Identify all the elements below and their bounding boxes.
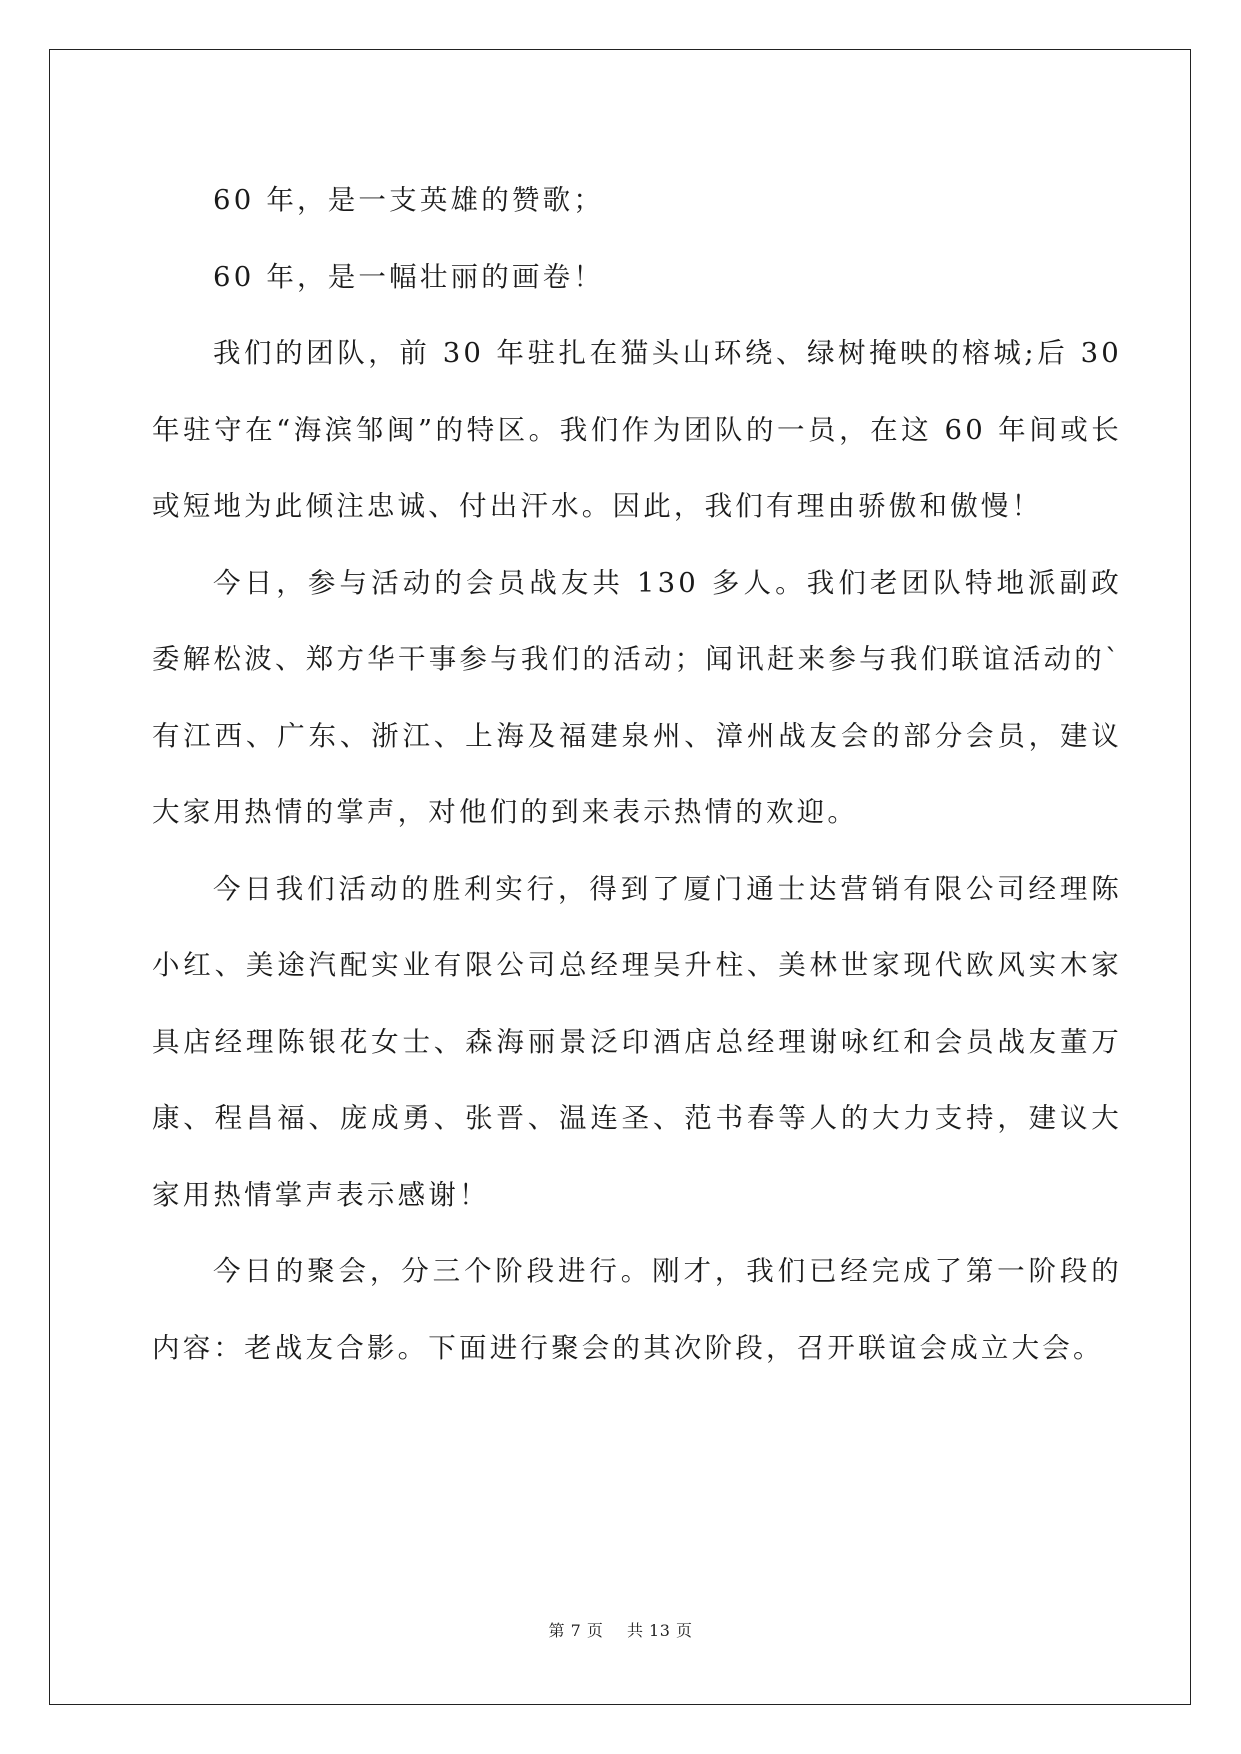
paragraph-4: 今日，参与活动的会员战友共 130 多人。我们老团队特地派副政委解松波、郑方华干事参与我们的活动；闻讯赶来参与我们联谊活动的`有江西、广东、浙江、上海及福建泉州、漳州战友会的部分会员，建议大家用热情的掌声，对他们的到来表示热情的欢迎。 [152, 566, 1122, 828]
page-footer [0, 1618, 1241, 1641]
paragraph-1: 60 年，是一支英雄的赞歌； [213, 184, 605, 216]
paragraph-2: 60 年，是一幅壮丽的画卷！ [213, 260, 605, 293]
document-body [152, 162, 1122, 1386]
page-total: 共 13 页 [626, 1621, 693, 1640]
paragraph-6: 今日的聚会，分三个阶段进行。刚才，我们已经完成了第一阶段的内容：老战友合影。下面进行聚会的其次阶段，召开联谊会成立大会。 [152, 1255, 1122, 1364]
paragraph-3: 我们的团队，前 30 年驻扎在猫头山环绕、绿树掩映的榕城;后 30 年驻守在“海滨邹闽”的特区。我们作为团队的一员，在这 60 年间或长或短地为此倾注忠诚、付出汗水。因此，我们有理由骄傲和傲慢！ [152, 337, 1122, 522]
page-number: 第 7 页 [548, 1621, 604, 1640]
paragraph-5: 今日我们活动的胜利实行，得到了厦门通士达营销有限公司经理陈小红、美途汽配实业有限公司总经理吴升柱、美林世家现代欧风实木家具店经理陈银花女士、森海丽景泛印酒店总经理谢咏红和会员战友董万康、程昌福、庞成勇、张晋、温连圣、范书春等人的大力支持，建议大家用热情掌声表示感谢！ [152, 872, 1122, 1211]
